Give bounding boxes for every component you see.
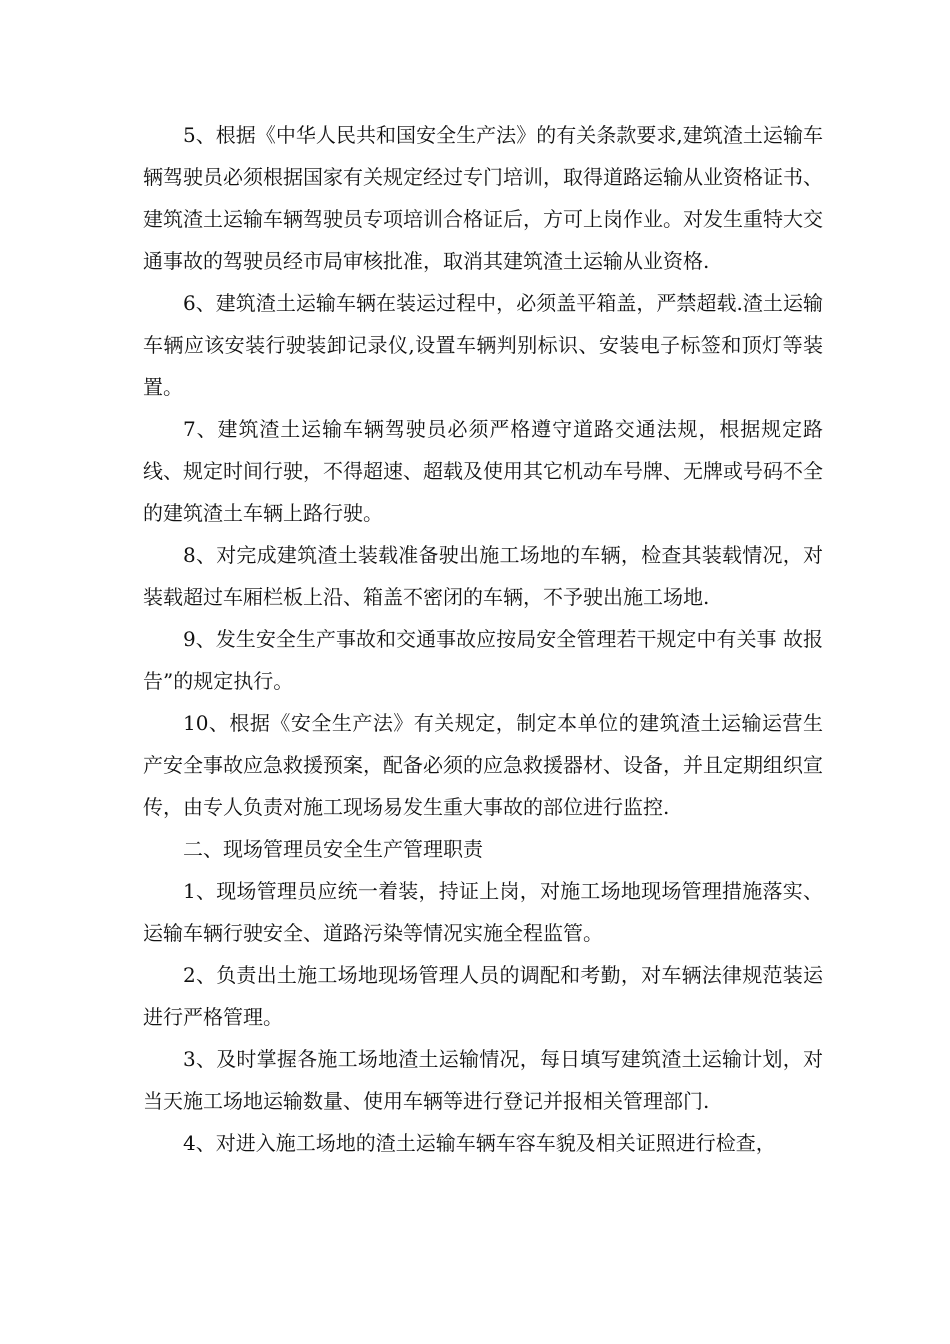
paragraph-duty-3-planning: 3、及时掌握各施工场地渣土运输情况，每日填写建筑渣土运输计划，对当天施工场地运输数量、使用车辆等进行登记并报相关管理部门.: [143, 1047, 823, 1113]
paragraph-9-accident-reporting: 9、发生安全生产事故和交通事故应按局安全管理若干规定中有关事 故报告”的规定执行。: [143, 627, 823, 693]
paragraph-7-traffic-rules: 7、建筑渣土运输车辆驾驶员必须严格遵守道路交通法规，根据规定路线、规定时间行驶，不得超速、超载及使用其它机动车号牌、无牌或号码不全的建筑渣土车辆上路行驶。: [143, 417, 823, 525]
document-body: [143, 114, 823, 1164]
paragraph-8-load-inspection: 8、对完成建筑渣土装载准备驶出施工场地的车辆，检查其装载情况，对装载超过车厢栏板上沿、箱盖不密闭的车辆，不予驶出施工场地.: [143, 543, 823, 609]
paragraph-5-driver-training: 5、根据《中华人民共和国安全生产法》的有关条款要求,建筑渣土运输车辆驾驶员必须根据国家有关规定经过专门培训，取得道路运输从业资格证书、建筑渣土运输车辆驾驶员专项培训合格证后，方可上岗作业。对发生重特大交通事故的驾驶员经市局审核批准，取消其建筑渣土运输从业资格.: [143, 123, 823, 273]
paragraph-duty-4-inspection: 4、对进入施工场地的渣土运输车辆车容车貌及相关证照进行检查，: [183, 1131, 776, 1155]
paragraph-duty-2-staffing: 2、负责出土施工场地现场管理人员的调配和考勤，对车辆法律规范装运进行严格管理。: [143, 963, 823, 1029]
paragraph-duty-1-uniform: 1、现场管理员应统一着装，持证上岗，对施工场地现场管理措施落实、运输车辆行驶安全、道路污染等情况实施全程监管。: [143, 879, 823, 945]
paragraph-10-emergency-plan: 10、根据《安全生产法》有关规定，制定本单位的建筑渣土运输运营生产安全事故应急救援预案，配备必须的应急救援器材、设备，并且定期组织宣传，由专人负责对施工现场易发生重大事故的部位进行监控.: [143, 711, 823, 819]
section-heading-site-manager-duties: 二、现场管理员安全生产管理职责: [183, 837, 483, 861]
paragraph-6-loading-rules: 6、建筑渣土运输车辆在装运过程中，必须盖平箱盖，严禁超载.渣土运输车辆应该安装行驶装卸记录仪,设置车辆判别标识、安装电子标签和顶灯等装置。: [143, 291, 823, 399]
